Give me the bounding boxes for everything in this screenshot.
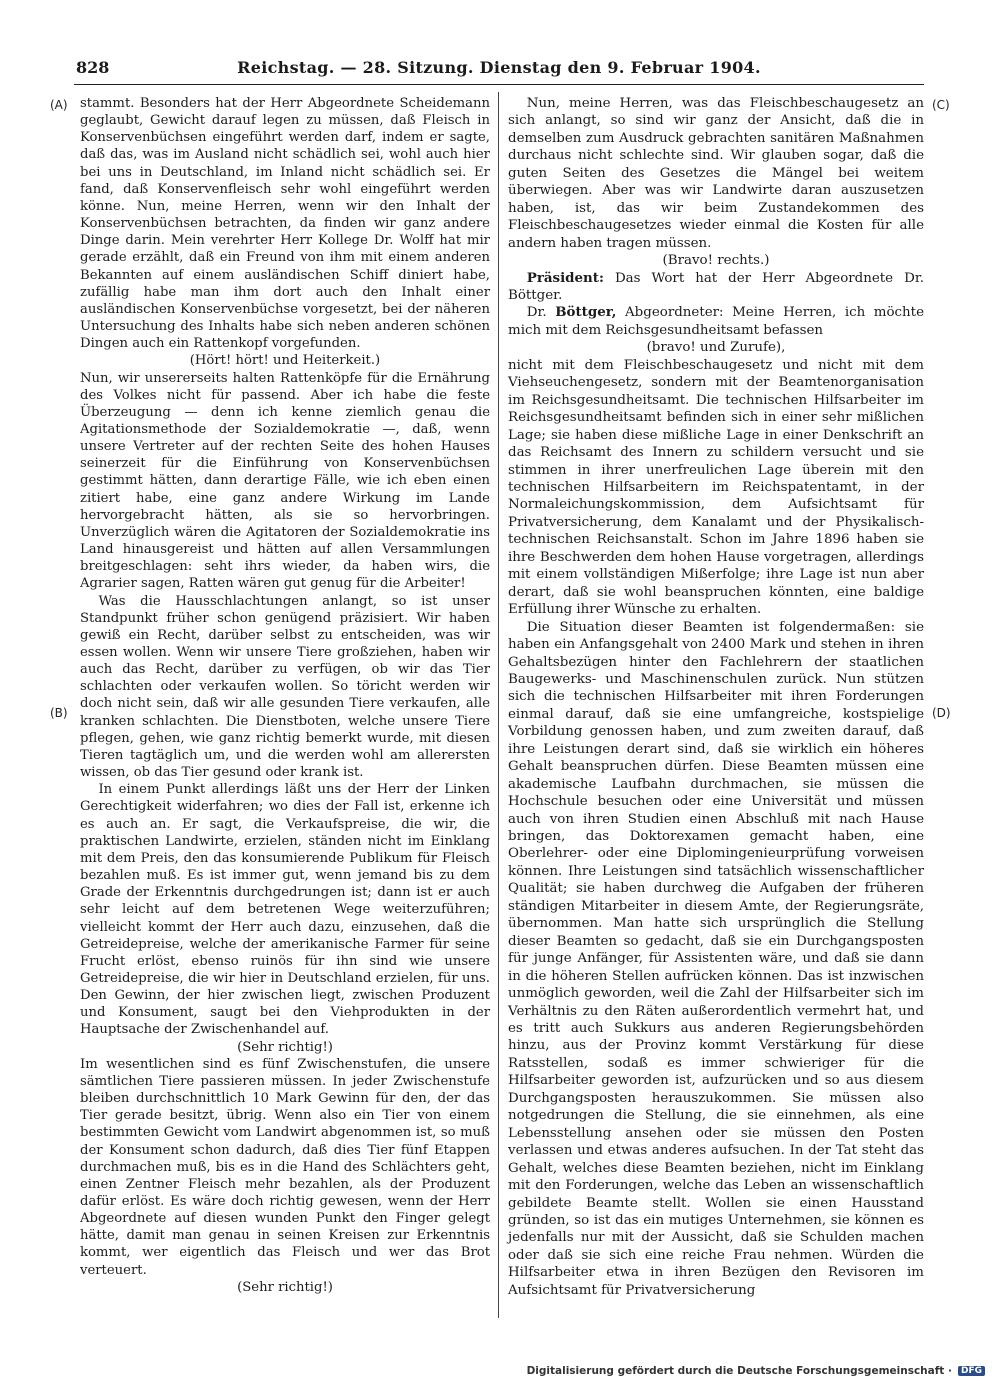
digitization-credit [500, 1365, 985, 1377]
paragraph: Die Situation dieser Beamten ist folgendermaßen: sie haben ein Anfangsgehalt von 2400 Mark und stehen in ihren Gehaltsbezügen hinter den Fachlehrern der staatlichen Baugewerks- und Maschinenschulen zurück. Nun stützen sich die technischen Hilfsarbeiter mit ihren Forderungen einmal darauf, daß sie eine umfangreiche, kostspielige Vorbildung genossen haben, und zum zweiten darauf, daß ihre Leistungen derart sind, daß sie wirklich ein höheres Gehalt beanspruchen dürfen. Diese Beamten müssen eine akademische Laufbahn durchmachen, sie müssen die Hochschule besuchen oder eine Universität und müssen auch von ihren Studien einen Abschluß mit nach Hause bringen, das Doktorexamen gemacht haben, eine Oberlehrer- oder eine Diplomingenieurprüfung vorweisen können. Ihre Leistungen sind tatsächlich wissenschaftlicher Qualität; sie haben durchweg die Aufgaben der früheren ständigen Mitarbeiter in diesem Amte, der Regierungsräte, übernommen. Man hatte sich ursprünglich die Stellung dieser Beamten so gedacht, daß sie ein Durchgangsposten für junge Anfänger, für Assistenten wäre, und daß sie dann in die höheren Stellen aufrücken können. Das ist inzwischen unmöglich geworden, weil die Zahl der Hilfsarbeiter sich im Verhältnis zu den Räten außerordentlich vermehrt hat, und es tritt auch Sukkurs aus anderen Regierungsbehörden hinzu, aus der Provinz kommt Verstärkung für diese Ratsstellen, sodaß es immer schwieriger für die Hilfsarbeiter geworden ist, aufzurücken und so aus diesem Durchgangsposten herauszukommen. Sie müssen also notgedrungen die Stellung, die sie einnehmen, als eine Lebensstellung ansehen oder sie müssen den Posten verlassen und etwas anderes aufsuchen. In der Tat steht das Gehalt, welches diese Beamten beziehen, nicht im Einklang mit den Forderungen, welche das Leben an wissenschaftlich gebildete Beamte stellt. Wollen sie einen Hausstand gründen, so ist das ein mutiges Unternehmen, sie können es jedenfalls nur mit der Aussicht, daß sie Schulden machen oder daß sie sich eine reiche Frau nehmen. Würden die Hilfsarbeiter etwa in ihren Bezügen den Revisoren im Aufsichtsamt für Privatversicherung [508, 619, 924, 1298]
speaker-label: Präsident: [526, 269, 604, 286]
president-statement [508, 270, 924, 305]
page-header [74, 58, 924, 84]
margin-marker-b: (B) [50, 706, 68, 720]
reaction: (Bravo! rechts.) [662, 253, 770, 269]
paragraph: Nun, wir unsererseits halten Rattenköpfe für die Ernährung des Volkes nicht für passend. Aber ich habe die feste Überzeugung — denn ich kenne ziemlich genau die Agitationsmethode der Sozialdemokratie —, daß, wenn unsere Vertreter auf der rechten Seite des hohen Hauses seinerzeit für die Einführung von Konservenbüchsen gestimmt hätten, dann derartige Fälle, wie ich eben einen zitiert habe, eine ganz andere Wirkung im Lande hervorgebracht hätten, als sie so hervorbringen. Unverzüglich wären die Agitatoren der Sozialdemokratie ins Land hinausgereist und hätten auf allen Versammlungen breitgeschlagen: seht ihrs wieder, da haben wirs, die Agrarier sagen, Ratten wären gut genug für die Arbeiter! [80, 370, 490, 592]
paragraph: In einem Punkt allerdings läßt uns der Herr der Linken Gerechtigkeit widerfahren; wo dies der Fall ist, erkenne ich es auch an. Er sagt, die Verkaufspreise, die wir, die praktischen Landwirte, erzielen, ständen nicht im Einklang mit dem Preis, den das konsumierende Publikum für Fleisch bezahlen muß. Es ist immer gut, wenn jemand bis zu dem Grade der Erkenntnis durchgedrungen ist; dann ist er auch sehr leicht auf dem betretenen Wege weiterzuführen; vielleicht kommt der Herr auch dazu, einzusehen, daß die Getreidepreise, welche der amerikanische Farmer für seine Frucht erlöst, ebenso ruinös für ihn sind wie unsere Getreidepreise, die wir hier in Deutschland erzielen, für uns. Den Gewinn, der hier zwischen liegt, zwischen Produzent und Konsument, saugt bei den Viehprodukten in der Hauptsache der Zwischenhandel auf. [80, 782, 490, 1038]
page-number: 828 [76, 58, 110, 77]
paragraph: stammt. Besonders hat der Herr Abgeordnete Scheidemann geglaubt, Gewicht darauf legen zu müssen, daß Fleisch in Konservenbüchsen eingeführt werden darf, indem er sagte, daß das, was im Ausland nicht schädlich sei, wohl auch hier bei uns in Deutschland, im Inland nicht schädlich sei. Er fand, daß Konservenfleisch sehr wohl eingeführt werden könne. Nun, meine Herren, wenn wir den Inhalt der Konservenbüchsen betrachten, da finden wir ganz andere Dinge darin. Mein verehrter Herr Kollege Dr. Wolff hat mir gerade erzählt, daß ein Freund von ihm mit einem anderen Bekannten auf einem ausländischen Schiff diniert habe, zufällig habe man ihm dort auch den Inhalt einer ausländischen Konservenbüchse vorgesetzt, bei der näheren Untersuchung des Inhalts habe sich neben anderen schönen Dingen auch ein Rattenkopf vorgefunden. [80, 96, 490, 352]
paragraph: nicht mit dem Fleischbeschaugesetz und nicht mit dem Viehseuchengesetz, sondern mit der Beamtenorganisation im Reichsgesundheitsamt. Die technischen Hilfsarbeiter im Reichsgesundheitsamt befinden sich in einer sehr mißlichen Lage; sie haben diese mißliche Lage in einer Denkschrift an das Reichsamt des Innern zu schildern versucht und sie stimmen in ihrer unerfreulichen Lage überein mit den technischen Hilfsarbeitern im Reichspatentamt, in der Normaleichungskommission, dem Aufsichtsamt für Privatversicherung, dem Kanalamt und der Physikalisch-technischen Reichsanstalt. Schon im Jahre 1896 haben sie ihre Beschwerden dem hohen Hause vorgetragen, allerdings mit einem vollständigen Mißerfolge; ihre Lage ist nun aber derart, daß sie wohl beanspruchen könnten, eine baldige Erfüllung ihrer Wünsche zu erhalten. [508, 357, 924, 618]
margin-marker-c: (C) [932, 98, 950, 112]
column-divider [498, 92, 499, 1318]
speaker-title: Dr. [526, 305, 547, 321]
speaker-name: Böttger, [555, 304, 617, 321]
reaction: (bravo! und Zurufe), [646, 340, 786, 356]
margin-marker-d: (D) [932, 706, 951, 720]
paragraph: Was die Hausschlachtungen anlangt, so ist unser Standpunkt früher schon genügend präzisiert. Wir haben gewiß ein Recht, darüber selbst zu entscheiden, was wir essen wollen. Wenn wir unsere Tiere großziehen, haben wir auch das Recht, darüber zu verfügen, ob wir das Tier schlachten oder verkaufen wollen. So töricht werden wir doch nicht sein, daß wir alle gesunden Tiere verkaufen, alle kranken schlachten. Die Dienstboten, welche unsere Tiere pflegen, gehen, wie ganz richtig bemerkt wurde, mit diesen Tieren tagtäglich um, und die werden wohl am allerersten wissen, ob das Tier gesund oder krank ist. [80, 593, 490, 781]
margin-marker-a: (A) [50, 98, 68, 112]
left-column [80, 95, 490, 1296]
credit-text: Digitalisierung gefördert durch die Deutsche Forschungsgemeinschaft · [526, 1365, 952, 1377]
reaction: (Sehr richtig!) [237, 1039, 333, 1055]
dfg-logo: DFG [958, 1366, 985, 1376]
header-rule [74, 84, 924, 85]
paragraph: Im wesentlichen sind es fünf Zwischenstufen, die unsere sämtlichen Tiere passieren müssen. In jeder Zwischenstufe bleiben durchschnittlich 10 Mark Gewinn für den, der das Tier gerade besitzt, übrig. Wenn also ein Tier von einem bestimmten Gewicht vom Landwirt abgenommen ist, so muß der Konsument schon dadurch, daß dies Tier fünf Etappen durchmachen muß, bis es in die Hand des Schlächters geht, einen Zentner Fleisch mehr bezahlen, als der Produzent dafür erlöst. Es wäre doch richtig gewesen, wenn der Herr Abgeordnete auf diesen wunden Punkt den Finger gelegt hätte, damit man genau in seinen Kreisen zur Erkenntnis kommt, wer eigentlich das Fleisch und wer das Brot verteuert. [80, 1056, 490, 1278]
running-head: Reichstag. — 28. Sitzung. Dienstag den 9. Februar 1904. [237, 58, 761, 77]
right-column [508, 95, 924, 1299]
speaker-statement [508, 304, 924, 339]
statement-text: Das Wort hat der Herr Abgeordnete Dr. Böttger. [508, 270, 924, 303]
reaction: (Sehr richtig!) [237, 1279, 333, 1295]
reaction: (Hört! hört! und Heiterkeit.) [189, 353, 381, 369]
paragraph: Nun, meine Herren, was das Fleischbeschaugesetz an sich anlangt, so sind wir ganz der Ansicht, daß die in demselben zum Ausdruck gebrachten sanitären Maßnahmen durchaus nicht schlechte sind. Wir glauben sogar, daß die guten Seiten des Gesetzes die Mängel bei weitem überwiegen. Aber was wir Landwirte daran auszusetzen haben, ist, das wir beim Zustandekommen des Fleischbeschaugesetzes wieder einmal die Kosten für alle andern haben tragen müssen. [508, 96, 924, 251]
statement-text: Abgeordneter: Meine Herren, ich möchte mich mit dem Reichsgesundheitsamt befassen [508, 305, 924, 338]
